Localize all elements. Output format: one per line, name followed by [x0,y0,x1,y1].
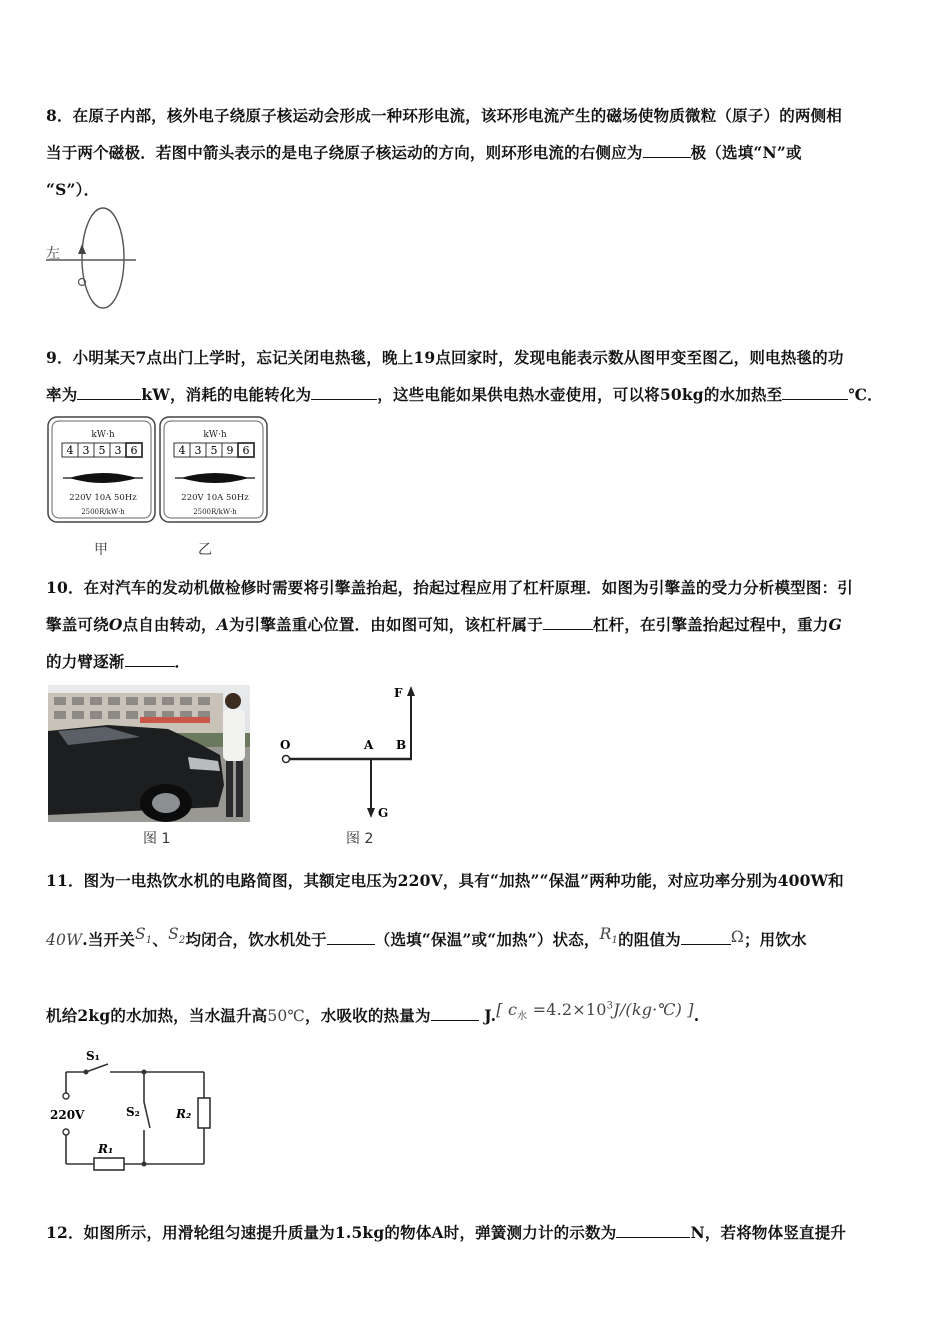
q11-math-R1: R [599,925,612,943]
q9-line-2 [46,383,883,405]
q10-fig1-label: 图 1 [143,831,171,847]
q11-label-R1: R₁ [98,1142,114,1156]
q10-blank-arm-change[interactable] [125,652,175,667]
q9-blank-energy-form[interactable] [311,385,377,400]
q11-blank-state[interactable] [327,930,375,945]
q10-text-f: ． [174,652,191,671]
q9-meter-yi [159,416,269,524]
q9-blank-temperature[interactable] [782,385,848,400]
q11-resistor-R1 [94,1158,124,1170]
q11-text-i: J. [484,1006,497,1025]
q10-var-O: O [108,615,123,634]
q8-answer-blank[interactable] [643,143,691,158]
q10-fig2-label-G: G [378,806,389,820]
q9-yi-digit: 5 [210,444,218,457]
q11-text-h: ，水吸收的热量为 [305,1006,431,1025]
q10-fig2-label-O: O [280,738,291,752]
q8-electron-orbit-figure [44,206,144,316]
q9-text-a: 率为 [46,385,78,404]
q9-text-d: ℃． [848,385,883,404]
q10-text-a: 擎盖可绕 [46,615,109,634]
q9-meter-jia-spec: 220V 10A 50Hz [69,493,137,503]
q11-formula: [ $c_水$ $=4.2\times 10^3J/(kg\cdot℃)$ ] [496,1000,694,1023]
q8-line-3: “S”）． [46,180,100,199]
q11-text-end: . [693,1006,700,1025]
q11-switch-S2[interactable] [144,1102,150,1128]
q12-line-1 [46,1221,846,1243]
q10-car-photo [48,685,250,822]
q10-var-G: G [828,615,842,634]
q10-arrow-down-icon [367,808,375,818]
q8-text-a: 当于两个磁极．若图中箭头表示的是电子绕原子核运动的方向，则环形电流的右侧应为 [46,143,643,162]
q11-math-S1-sub: 1 [145,935,153,947]
q9-label-jia: 甲 [94,542,108,558]
q9-blank-power[interactable] [77,385,141,400]
q11-text-c: 均闭合，饮水机处于 [185,930,327,949]
q9-jia-digit: 6 [130,444,138,457]
q9-yi-digit: 9 [226,444,234,457]
q11-terminal-bottom-icon [63,1129,69,1135]
q11-text-e: 的阻值为 [618,930,681,949]
q9-yi-digit: 6 [242,444,250,457]
q11-label-S1: S₁ [86,1049,100,1063]
q11-terminal-top-icon [63,1093,69,1099]
q11-math-ohm: Ω [730,928,744,946]
q10-line-2 [46,613,842,635]
q11-text-g: 机给2kg的水加热，当水温升高 [46,1006,268,1025]
q10-fig2-label: 图 2 [346,831,374,847]
q10-fig2-label-B: B [396,738,407,752]
q11-math-S2-sub: 2 [178,935,186,947]
q10-fig2-label-F: F [394,686,403,700]
q10-line-1: 10．在对汽车的发动机做检修时需要将引擎盖抬起，抬起过程应用了杠杆原理．如图为引擎盖的受力分析模型图：引 [46,578,853,597]
q8-orbit-ellipse [82,208,124,308]
q9-jia-digit: 4 [66,444,74,457]
q9-jia-digit: 3 [82,444,90,457]
q11-math-S1: S [134,925,146,943]
q11-resistor-R2 [198,1098,210,1128]
q9-meter-jia-rev: 2500R/kW·h [81,508,125,516]
q11-formula-exp: 3 [606,1000,614,1012]
q10-arrow-up-icon [407,686,415,696]
q9-yi-digit: 4 [178,444,186,457]
q11-label-R2: R₂ [176,1107,192,1121]
q10-text-e: 的力臂逐渐 [46,652,125,671]
q8-line-2 [46,141,802,163]
q11-circuit-diagram [46,1046,216,1174]
q11-math-S2: S [168,925,179,943]
q11-line-2 [46,925,807,952]
q9-label-yi: 乙 [198,542,212,558]
q10-line-3 [46,650,190,672]
q9-jia-digit: 3 [114,444,122,457]
q9-jia-digit: 5 [98,444,106,457]
q8-fig-label-left: 左 [46,246,60,262]
q10-lever-diagram [278,684,423,824]
q11-formula-c: c [507,1000,518,1019]
q9-text-b: kW，消耗的电能转化为 [141,385,312,404]
q8-text-b: 极（选填“N”或 [690,143,802,162]
q11-label-220V: 220V [50,1108,85,1122]
q11-blank-resistance[interactable] [681,930,731,945]
q9-meter-jia-unit: kW·h [91,430,115,440]
q11-text-a: .当开关 [82,930,135,949]
q9-meter-jia [47,416,157,524]
q11-math-40W: 40W [46,931,83,949]
q9-meter-yi-unit: kW·h [203,430,227,440]
q11-text-d: （选填“保温”或“加热”）状态， [374,930,600,949]
q10-pivot-icon [283,756,290,763]
q12-text-b: N，若将物体竖直提升 [690,1223,847,1242]
q9-yi-digit: 3 [194,444,202,457]
q10-blank-lever-type[interactable] [543,615,593,630]
q11-text-f: ；用饮水 [743,930,807,949]
q10-text-b: 点自由转动， [122,615,217,634]
q10-text-d: 杠杆，在引擎盖抬起过程中，重力 [592,615,829,634]
q10-fig2-label-A: A [364,738,374,752]
q12-text-a: 12．如图所示，用滑轮组匀速提升质量为1.5kg的物体A时，弹簧测力计的示数为 [46,1223,617,1242]
q9-meter-yi-spec: 220V 10A 50Hz [181,493,249,503]
q8-direction-arrow-icon [78,244,86,254]
q10-text-c: 为引擎盖重心位置．由如图可知，该杠杆属于 [228,615,543,634]
q12-blank-reading[interactable] [616,1223,690,1238]
q11-label-S2: S₂ [126,1105,140,1119]
q9-line-1: 9．小明某天7点出门上学时，忘记关闭电热毯，晚上19点回家时，发现电能表示数从图甲变至图乙，则电热毯的功 [46,348,844,367]
q11-blank-heat[interactable] [431,1006,479,1021]
q11-line-3 [46,1000,700,1028]
q9-text-c: ，这些电能如果供电热水壶使用，可以将50kg的水加热至 [377,385,783,404]
q10-var-A: A [216,615,229,634]
q9-meter-yi-rev: 2500R/kW·h [193,508,237,516]
q8-line-1: 8．在原子内部，核外电子绕原子核运动会形成一种环形电流，该环形电流产生的磁场使物质微粒（原子）的两侧相 [46,106,842,125]
q11-math-temp: 50℃ [267,1007,306,1025]
q11-formula-sub: 水 [517,1011,528,1023]
q11-formula-value: =4.2×10 [532,1000,607,1019]
q11-switch-S1[interactable] [86,1064,108,1072]
q11-text-b: 、 [152,930,169,949]
q11-math-R1-sub: 1 [611,935,619,947]
q11-formula-unit: J/(kg·℃) [613,1000,683,1019]
q11-line-1: 11．图为一电热饮水机的电路简图，其额定电压为220V，具有“加热”“保温”两种功能，对应功率分别为400W和 [46,871,844,890]
